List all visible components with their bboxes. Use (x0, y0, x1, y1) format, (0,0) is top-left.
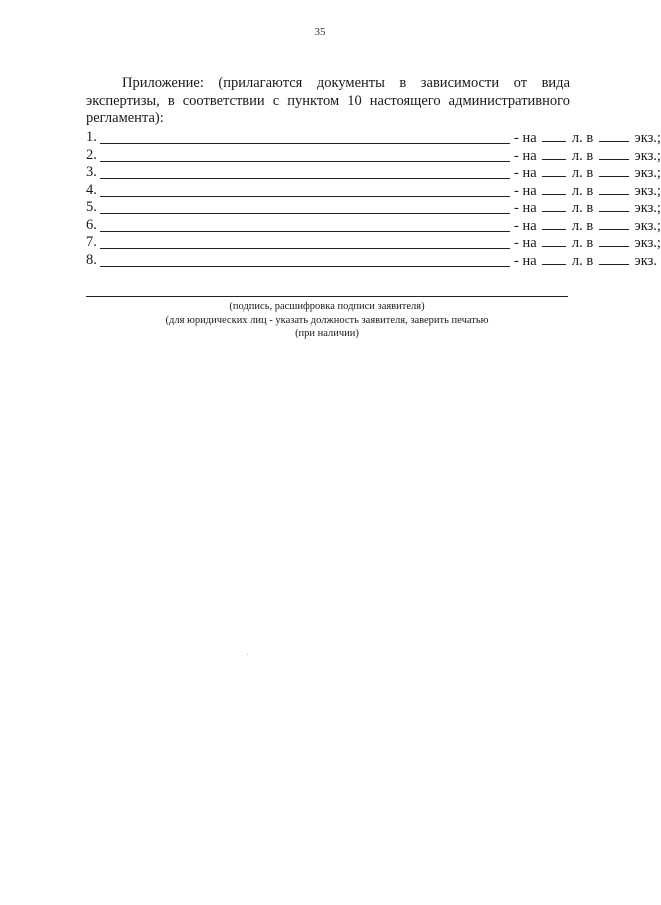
copies-label: экз.; (634, 130, 661, 146)
item-tail (514, 182, 661, 201)
on-label: - на (514, 165, 537, 181)
item-number: 8. (86, 251, 97, 268)
page-number: 35 (314, 26, 326, 38)
item-number: 4. (86, 181, 97, 198)
document-name-blank (100, 248, 510, 249)
document-name-blank (100, 266, 510, 267)
on-label: - на (514, 147, 537, 164)
on-label: - на (514, 217, 537, 234)
item-tail (514, 164, 661, 183)
sheets-label: л. в (571, 130, 594, 146)
intro-line-3: регламента): (86, 110, 164, 126)
sheets-label: л. в (571, 200, 594, 216)
item-number: 2. (86, 146, 97, 163)
sheets-blank (542, 129, 566, 142)
intro-line-1: Приложение: (прилагаются документы в зависимости от вида (122, 75, 570, 91)
list-item (86, 216, 661, 235)
sheets-label: л. в (571, 147, 594, 164)
sheets-blank (542, 252, 566, 265)
copies-blank (599, 147, 629, 160)
item-number: 6. (86, 216, 97, 233)
copies-blank (599, 129, 629, 142)
item-tail (514, 252, 657, 271)
item-tail (514, 234, 661, 253)
sheets-blank (542, 217, 566, 230)
on-label: - на (514, 130, 537, 146)
list-item (86, 251, 657, 270)
copies-blank (599, 199, 629, 212)
signature-line (86, 296, 568, 297)
sheets-blank (542, 234, 566, 247)
signature-caption-line-2: (для юридических лиц - указать должность заявителя, заверить печатью (165, 314, 489, 326)
sheets-label: л. в (571, 182, 594, 199)
document-name-blank (100, 213, 510, 214)
document-name-blank (100, 196, 510, 197)
item-number: 1. (86, 129, 97, 145)
copies-label: экз.; (634, 200, 661, 216)
item-tail (514, 217, 661, 236)
item-tail (514, 147, 661, 166)
on-label: - на (514, 235, 537, 251)
document-name-blank (100, 161, 510, 162)
copies-label: экз.; (634, 217, 661, 234)
sheets-label: л. в (571, 252, 594, 269)
sheets-blank (542, 199, 566, 212)
copies-blank (599, 234, 629, 247)
document-name-blank (100, 231, 510, 232)
on-label: - на (514, 252, 537, 269)
attachment-intro (86, 75, 570, 128)
copies-label: экз.; (634, 165, 661, 181)
item-number: 7. (86, 234, 97, 250)
scan-speck (247, 654, 248, 655)
sheets-label: л. в (571, 165, 594, 181)
list-item (86, 234, 661, 252)
copies-label: экз.; (634, 235, 661, 251)
sheets-blank (542, 182, 566, 195)
list-item (86, 146, 661, 165)
on-label: - на (514, 200, 537, 216)
copies-label: экз. (634, 252, 657, 269)
copies-blank (599, 252, 629, 265)
document-name-blank (100, 143, 510, 144)
list-item (86, 199, 661, 217)
item-number: 5. (86, 199, 97, 215)
signature-caption (86, 300, 568, 341)
sheets-label: л. в (571, 217, 594, 234)
document-name-blank (100, 178, 510, 179)
list-item (86, 164, 661, 182)
item-tail (514, 129, 661, 148)
signature-caption-line-3: (при наличии) (295, 328, 359, 339)
sheets-blank (542, 147, 566, 160)
intro-line-2: экспертизы, в соответствии с пунктом 10 настоящего административного (86, 92, 570, 109)
on-label: - на (514, 182, 537, 199)
copies-blank (599, 182, 629, 195)
copies-blank (599, 217, 629, 230)
sheets-label: л. в (571, 235, 594, 251)
item-tail (514, 199, 661, 218)
copies-label: экз.; (634, 147, 661, 164)
list-item (86, 181, 661, 200)
list-item (86, 129, 661, 147)
signature-caption-line-1: (подпись, расшифровка подписи заявителя) (229, 301, 425, 312)
copies-label: экз.; (634, 182, 661, 199)
sheets-blank (542, 164, 566, 177)
attachment-list (86, 129, 661, 269)
copies-blank (599, 164, 629, 177)
item-number: 3. (86, 164, 97, 180)
